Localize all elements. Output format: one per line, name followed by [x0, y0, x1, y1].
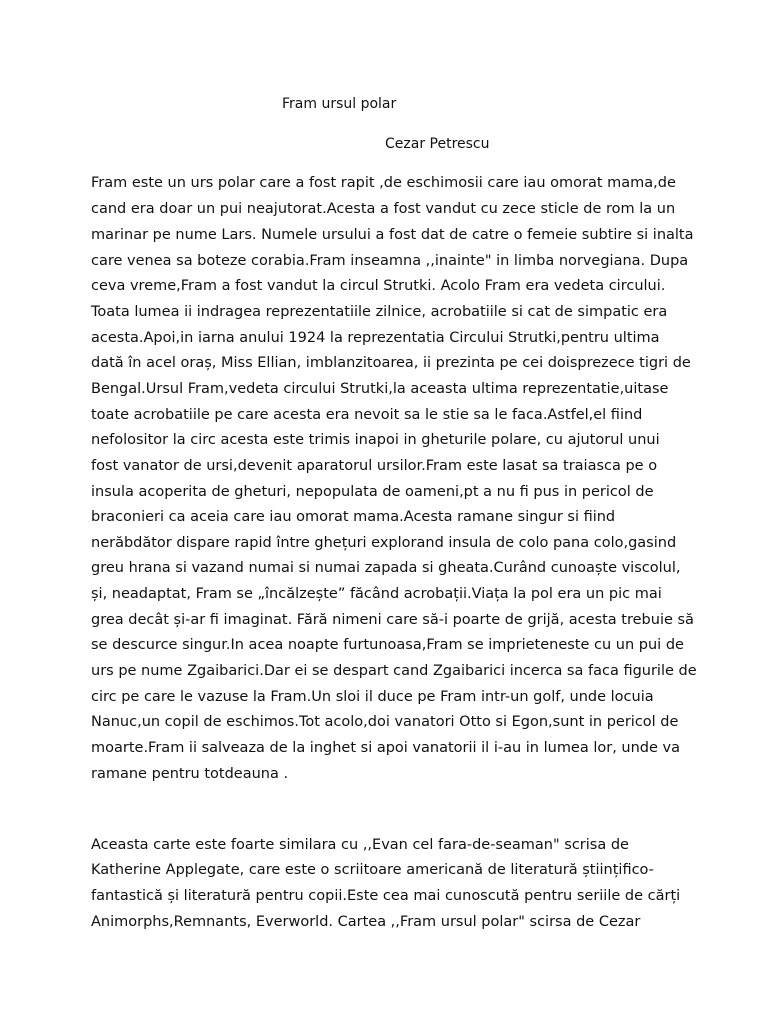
document-author: Cezar Petrescu — [385, 136, 490, 152]
text-line: marinar pe nume Lars. Numele ursului a fost dat de catre o femeie subtire si inalta — [91, 227, 694, 243]
text-line: Toata lumea ii indragea reprezentatiile zilnice, acrobatiile si cat de simpatic era — [91, 304, 668, 320]
text-line: greu hrana si vazand numai si numai zapada si gheata.Curând cunoaște viscolul, — [91, 560, 681, 576]
text-line: toate acrobatiile pe care acesta era nevoit sa le stie sa le faca.Astfel,el fiind — [91, 407, 643, 423]
text-line: acesta.Apoi,in iarna anului 1924 la reprezentatia Circului Strutki,pentru ultima — [91, 330, 660, 346]
text-line: Nanuc,un copil de eschimos.Tot acolo,doi vanatori Otto si Egon,sunt in pericol de — [91, 714, 679, 730]
text-line: Bengal.Ursul Fram,vedeta circului Strutki,la aceasta ultima reprezentatie,uitase — [91, 381, 669, 397]
text-line: braconieri ca aceia care iau omorat mama.Acesta ramane singur si fiind — [91, 509, 616, 525]
text-line: circ pe care le vazuse la Fram.Un sloi il duce pe Fram intr-un golf, unde locuia — [91, 689, 654, 705]
text-line: ceva vreme,Fram a fost vandut la circul Strutki. Acolo Fram era vedeta circului. — [91, 278, 666, 294]
text-line: Animorphs,Remnants, Everworld. Cartea ,,Fram ursul polar" scirsa de Cezar — [91, 914, 641, 930]
text-line: Katherine Applegate, care este o scriitoare americană de literatură științifico- — [91, 862, 654, 878]
text-line: dată în acel oraș, Miss Ellian, imblanzitoarea, ii prezinta pe cei doisprezece tigri de — [91, 355, 691, 371]
text-line: și, neadaptat, Fram se „încălzește” făcând acrobații.Viața la pol era un pic mai — [91, 586, 662, 602]
text-line: se descurce singur.In acea noapte furtunoasa,Fram se imprieteneste cu un pui de — [91, 637, 684, 653]
text-line: nefolositor la circ acesta este trimis inapoi in gheturile polare, cu ajutorul unui — [91, 432, 660, 448]
text-line: fantastică și literatură pentru copii.Este cea mai cunoscută pentru seriile de cărți — [91, 888, 681, 904]
text-line: Fram este un urs polar care a fost rapit ,de eschimosii care iau omorat mama,de — [91, 175, 676, 191]
text-line: ramane pentru totdeauna . — [91, 766, 289, 782]
text-line: moarte.Fram ii salveaza de la inghet si apoi vanatorii il i-au in lumea lor, unde va — [91, 740, 681, 756]
text-line: insula acoperita de gheturi, nepopulata de oameni,pt a nu fi pus in pericol de — [91, 484, 654, 500]
text-line: urs pe nume Zgaibarici.Dar ei se despart cand Zgaibarici incerca sa faca figurile de — [91, 663, 697, 679]
document-title: Fram ursul polar — [282, 96, 397, 112]
text-line: fost vanator de ursi,devenit aparatorul ursilor.Fram este lasat sa traiasca pe o — [91, 458, 658, 474]
text-line: cand era doar un pui neajutorat.Acesta a fost vandut cu zece sticle de rom la un — [91, 201, 676, 217]
text-line: Aceasta carte este foarte similara cu ,,Evan cel fara-de-seaman" scrisa de — [91, 837, 629, 853]
text-line: nerăbdător dispare rapid între ghețuri explorand insula de colo pana colo,gasind — [91, 535, 677, 551]
text-line: grea decât și-ar fi imaginat. Fără nimeni care să-i poarte de grijă, acesta trebuie să — [91, 612, 694, 628]
text-line: care venea sa boteze corabia.Fram inseamna ,,inainte" in limba norvegiana. Dupa — [91, 253, 689, 269]
